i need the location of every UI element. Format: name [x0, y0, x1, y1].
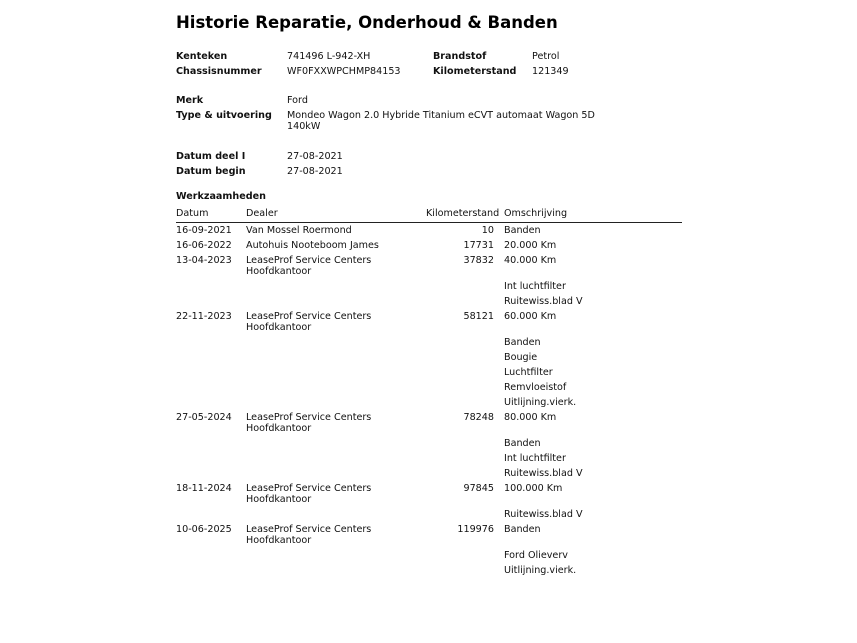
row-omschrijving: Ruitewiss.blad V	[504, 296, 583, 307]
row-omschrijving: Int luchtfilter	[504, 281, 566, 292]
table-header	[176, 208, 682, 223]
kenteken-label: Kenteken	[176, 51, 228, 62]
chassis-label: Chassisnummer	[176, 66, 262, 77]
row-datum: 10-06-2025	[176, 524, 232, 535]
row-dealer-line2: Hoofdkantoor	[246, 322, 312, 333]
row-omschrijving: 40.000 Km	[504, 255, 557, 266]
datum-begin-label: Datum begin	[176, 166, 246, 177]
row-omschrijving: 100.000 Km	[504, 483, 563, 494]
row-dealer: LeaseProf Service Centers	[246, 483, 372, 494]
row-datum: 16-09-2021	[176, 225, 232, 236]
row-omschrijving: Banden	[504, 337, 541, 348]
row-dealer: LeaseProf Service Centers	[246, 255, 372, 266]
column-header-datum: Datum	[176, 208, 209, 219]
row-dealer: Autohuis Nooteboom James	[246, 240, 379, 251]
row-kilometerstand: 17731	[463, 240, 494, 251]
kilometerstand-label: Kilometerstand	[433, 66, 517, 77]
row-omschrijving: 60.000 Km	[504, 311, 557, 322]
datum-begin-value: 27-08-2021	[287, 166, 343, 177]
kenteken-value: 741496 L-942-XH	[287, 51, 371, 62]
column-header-dealer: Dealer	[246, 208, 278, 219]
row-dealer: LeaseProf Service Centers	[246, 412, 372, 423]
row-dealer-line2: Hoofdkantoor	[246, 423, 312, 434]
type-label: Type & uitvoering	[176, 110, 272, 121]
row-datum: 22-11-2023	[176, 311, 232, 322]
row-datum: 18-11-2024	[176, 483, 232, 494]
row-omschrijving: Ruitewiss.blad V	[504, 509, 583, 520]
row-kilometerstand: 78248	[463, 412, 494, 423]
merk-label: Merk	[176, 95, 204, 106]
row-omschrijving: Luchtfilter	[504, 367, 553, 378]
werkzaamheden-heading: Werkzaamheden	[176, 191, 266, 202]
row-datum: 13-04-2023	[176, 255, 232, 266]
row-omschrijving: Banden	[504, 524, 541, 535]
row-dealer: LeaseProf Service Centers	[246, 524, 372, 535]
row-kilometerstand: 58121	[463, 311, 494, 322]
type-value-line1: Mondeo Wagon 2.0 Hybride Titanium eCVT automaat Wagon 5D	[287, 110, 595, 121]
row-omschrijving: Uitlijning.vierk.	[504, 397, 577, 408]
merk-value: Ford	[287, 95, 308, 106]
row-omschrijving: Banden	[504, 438, 541, 449]
row-kilometerstand: 10	[481, 225, 494, 236]
brandstof-label: Brandstof	[433, 51, 487, 62]
page-title: Historie Reparatie, Onderhoud & Banden	[176, 13, 558, 32]
row-omschrijving: Bougie	[504, 352, 538, 363]
row-kilometerstand: 37832	[463, 255, 494, 266]
row-datum: 16-06-2022	[176, 240, 232, 251]
row-dealer-line2: Hoofdkantoor	[246, 535, 312, 546]
datum-deel-value: 27-08-2021	[287, 151, 343, 162]
kilometerstand-value: 121349	[532, 66, 569, 77]
column-header-omschrijving: Omschrijving	[504, 208, 568, 219]
row-datum: 27-05-2024	[176, 412, 232, 423]
row-kilometerstand: 97845	[463, 483, 494, 494]
row-omschrijving: Ruitewiss.blad V	[504, 468, 583, 479]
row-dealer: LeaseProf Service Centers	[246, 311, 372, 322]
row-omschrijving: Uitlijning.vierk.	[504, 565, 577, 576]
row-dealer: Van Mossel Roermond	[246, 225, 352, 236]
column-header-kilometerstand: Kilometerstand	[426, 208, 500, 219]
row-omschrijving: Ford Olieverv	[504, 550, 568, 561]
type-value-line2: 140kW	[287, 121, 321, 132]
datum-deel-label: Datum deel I	[176, 151, 246, 162]
row-dealer-line2: Hoofdkantoor	[246, 266, 312, 277]
row-dealer-line2: Hoofdkantoor	[246, 494, 312, 505]
brandstof-value: Petrol	[532, 51, 560, 62]
row-omschrijving: Int luchtfilter	[504, 453, 566, 464]
chassis-value: WF0FXXWPCHMP84153	[287, 66, 401, 77]
row-omschrijving: Banden	[504, 225, 541, 236]
row-omschrijving: 80.000 Km	[504, 412, 557, 423]
row-omschrijving: Remvloeistof	[504, 382, 567, 393]
row-kilometerstand: 119976	[457, 524, 494, 535]
row-omschrijving: 20.000 Km	[504, 240, 557, 251]
